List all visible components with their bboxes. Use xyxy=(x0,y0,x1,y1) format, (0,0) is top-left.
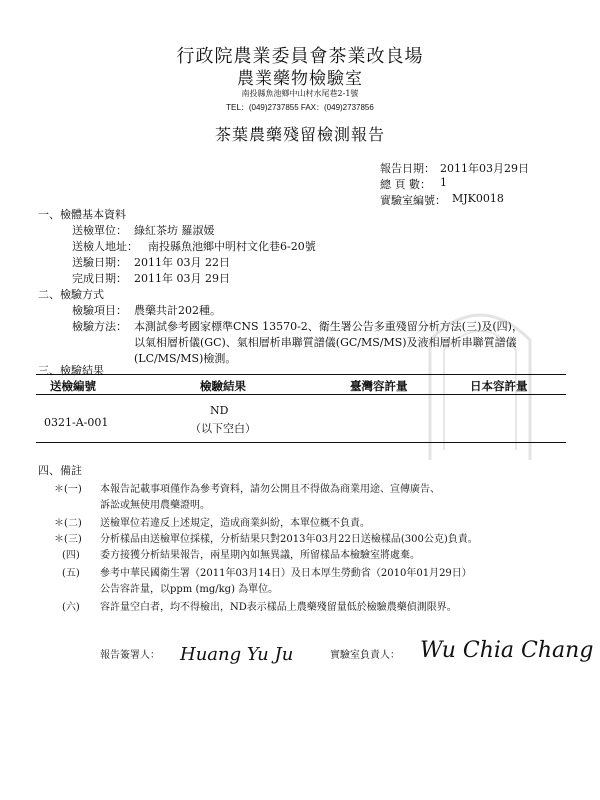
total-pages-value: 1 xyxy=(440,176,447,189)
note-3-line-1: 分析樣品由送檢單位採樣，分析結果只對2013年03月22日送檢樣品(300公克)負責。 xyxy=(100,534,478,545)
note-6-mark: (六) xyxy=(62,602,80,613)
note-5-line-2: 公告容許量，以ppm (mg/kg) 為單位。 xyxy=(100,584,279,595)
col-taiwan-limit: 臺灣容許量 xyxy=(350,379,408,393)
test-method-line-3: (LC/MS/MS)檢測。 xyxy=(134,352,237,365)
note-2-mark: ＊(二) xyxy=(54,518,82,529)
lab-name: 農業藥物檢驗室 xyxy=(237,69,363,89)
section4-title: 四、備註 xyxy=(38,464,82,477)
table-header-rule xyxy=(36,394,566,395)
submit-date-label: 送驗日期： xyxy=(72,256,127,269)
col-sample-id: 送檢編號 xyxy=(50,379,96,393)
test-item-value: 農藥共計202種。 xyxy=(134,304,221,317)
lab-no-label: 實驗室編號： xyxy=(380,194,446,207)
col-japan-limit: 日本容許量 xyxy=(470,379,528,393)
table-end-note: （以下空白） xyxy=(190,422,256,435)
submit-date-value: 2011年 03月 22日 xyxy=(134,256,230,269)
signer-label: 報告簽署人： xyxy=(100,650,160,661)
note-1-line-1: 本報告記載事項僅作為參考資料，請勿公開且不得做為商業用途、宣傳廣告、 xyxy=(100,484,440,495)
note-2-line-1: 送檢單位若違反上述規定，造成商業糾紛，本單位概不負責。 xyxy=(100,518,370,529)
note-5-mark: (五) xyxy=(62,568,80,579)
result-nd: ND xyxy=(210,404,229,417)
test-method-line-2: 以氣相層析儀(GC)、氣相層析串聯質譜儀(GC/MS/MS)及液相層析串聯質譜儀 xyxy=(134,336,517,349)
address-value: 南投縣魚池鄉中明村文化巷6-20號 xyxy=(148,240,316,253)
submitter-label: 送檢單位： xyxy=(72,224,127,237)
address-label: 送檢人地址： xyxy=(72,240,138,253)
section3-title: 三、檢驗結果 xyxy=(38,364,104,377)
lab-head-label: 實驗室負責人： xyxy=(330,650,400,661)
phone-fax: TEL：(049)2737855 FAX：(049)2737856 xyxy=(226,103,374,112)
note-1-line-2: 訴訟或無使用農藥證明。 xyxy=(100,500,210,511)
lab-head-signature: Wu Chia Chang xyxy=(420,638,594,663)
org-name: 行政院農業委員會茶業改良場 xyxy=(176,46,424,67)
report-date-value: 2011年03月29日 xyxy=(440,162,529,175)
note-5-line-1: 參考中華民國衛生署（2011年03月14日）及日本厚生勞動省（2010年01月29日） xyxy=(100,568,472,579)
note-6-line-1: 容許量空白者，均不得檢出，ND表示樣品上農藥殘留量低於檢驗農藥偵測限界。 xyxy=(100,602,457,613)
address: 南投縣魚池鄉中山村水尾巷2-1號 xyxy=(241,89,359,98)
signer-signature: Huang Yu Ju xyxy=(180,644,294,665)
complete-date-label: 完成日期： xyxy=(72,272,127,285)
total-pages-label: 總 頁 數： xyxy=(380,178,431,191)
test-item-label: 檢驗項目： xyxy=(72,304,127,317)
note-1-mark: ＊(一) xyxy=(54,484,82,495)
note-3-mark: ＊(三) xyxy=(54,534,82,545)
submitter-value: 綠紅茶坊 羅淑媛 xyxy=(134,224,215,237)
col-result: 檢驗結果 xyxy=(200,379,246,393)
section2-title: 二、檢驗方式 xyxy=(38,288,104,301)
table-bottom-rule xyxy=(36,442,566,443)
note-4-mark: (四) xyxy=(62,550,80,561)
report-date-label: 報告日期： xyxy=(380,162,435,175)
note-4-line-1: 委方接獲分析結果報告，兩星期內如無異議，所留樣品本檢驗室將處棄。 xyxy=(100,550,420,561)
lab-no-value: MJK0018 xyxy=(452,192,504,205)
report-title: 茶葉農藥殘留檢測報告 xyxy=(214,125,385,144)
test-method-line-1: 本測試參考國家標準CNS 13570-2、衛生署公告多重殘留分析方法(三)及(四)， xyxy=(134,320,523,333)
sample-id: 0321-A-001 xyxy=(44,416,109,429)
table-top-rule xyxy=(36,374,566,375)
section1-title: 一、檢體基本資料 xyxy=(38,208,126,221)
complete-date-value: 2011年 03月 29日 xyxy=(134,272,230,285)
test-method-label: 檢驗方法： xyxy=(72,320,127,333)
